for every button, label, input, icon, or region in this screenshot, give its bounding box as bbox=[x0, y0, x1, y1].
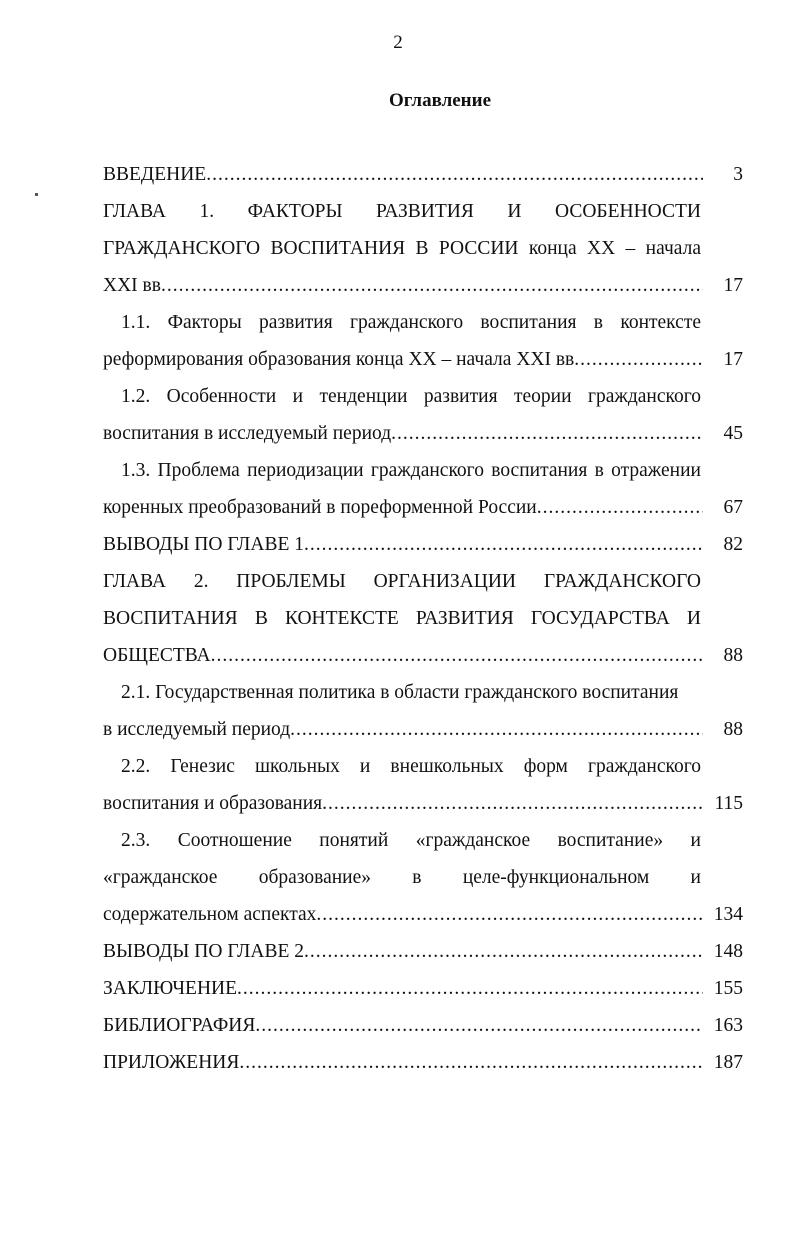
page-ref: 45 bbox=[723, 423, 743, 444]
leader-dots bbox=[391, 415, 703, 452]
toc-entry-conclusions-chapter-2[interactable]: ВЫВОДЫ ПО ГЛАВЕ 2 ..... 148 bbox=[103, 933, 743, 970]
toc-entry-section-2-2-line-2[interactable]: воспитания и образования ..... 115 bbox=[103, 785, 743, 822]
toc-entry-section-2-3-line-1[interactable]: 2.3. Соотношение понятий «гражданское воспитание» и bbox=[121, 830, 701, 851]
toc-entry-chapter-2-line-2[interactable]: ВОСПИТАНИЯ В КОНТЕКСТЕ РАЗВИТИЯ ГОСУДАРСТВА И bbox=[103, 608, 701, 629]
page-ref: 163 bbox=[713, 1015, 743, 1036]
page-ref: 17 bbox=[723, 275, 743, 296]
page-ref: 115 bbox=[714, 793, 743, 814]
toc-entry-bibliography[interactable]: БИБЛИОГРАФИЯ ..... 163 bbox=[103, 1007, 743, 1044]
toc-entry-introduction[interactable]: ВВЕДЕНИЕ ..... 3 bbox=[103, 156, 743, 193]
leader-dots bbox=[211, 637, 703, 674]
page-ref: 3 bbox=[733, 164, 743, 185]
toc-entry-conclusion[interactable]: ЗАКЛЮЧЕНИЕ ..... 155 bbox=[103, 970, 743, 1007]
leader-dots bbox=[574, 341, 703, 378]
leader-dots bbox=[206, 156, 703, 193]
leader-dots bbox=[255, 1007, 703, 1044]
leader-dots bbox=[239, 1044, 703, 1081]
leader-dots bbox=[316, 896, 703, 933]
toc-entry-chapter-1-line-1[interactable]: ГЛАВА 1. ФАКТОРЫ РАЗВИТИЯ И ОСОБЕННОСТИ bbox=[103, 201, 701, 222]
page-ref: 67 bbox=[723, 497, 743, 518]
toc-entry-section-2-3-line-2[interactable]: «гражданское образование» в целе-функциональном и bbox=[103, 867, 701, 888]
toc-entry-section-1-2-line-1[interactable]: 1.2. Особенности и тенденции развития теории гражданского bbox=[121, 386, 701, 407]
toc-entry-chapter-1-line-2[interactable]: ГРАЖДАНСКОГО ВОСПИТАНИЯ В РОССИИ конца XX – начала bbox=[103, 238, 701, 259]
toc-entry-appendices[interactable]: ПРИЛОЖЕНИЯ ..... 187 bbox=[103, 1044, 743, 1081]
toc-entry-chapter-2-line-1[interactable]: ГЛАВА 2. ПРОБЛЕМЫ ОРГАНИЗАЦИИ ГРАЖДАНСКОГО bbox=[103, 571, 701, 592]
page-ref: 134 bbox=[713, 904, 743, 925]
page-ref: 155 bbox=[713, 978, 743, 999]
toc-entry-section-1-1-line-2[interactable]: реформирования образования конца XX – начала XXI вв ..... 17 bbox=[103, 341, 743, 378]
leader-dots bbox=[304, 933, 703, 970]
toc-entry-section-1-2-line-2[interactable]: воспитания в исследуемый период ..... 45 bbox=[103, 415, 743, 452]
leader-dots bbox=[537, 489, 703, 526]
leader-dots bbox=[161, 267, 703, 304]
toc-entry-section-2-1-line-2[interactable]: в исследуемый период ..... 88 bbox=[103, 711, 743, 748]
page-ref: 187 bbox=[713, 1052, 743, 1073]
page-ref: 82 bbox=[723, 534, 743, 555]
scan-mark bbox=[35, 193, 38, 196]
toc-entry-section-2-3-line-3[interactable]: содержательном аспектах ..... 134 bbox=[103, 896, 743, 933]
toc-entry-section-2-1-line-1[interactable]: 2.1. Государственная политика в области гражданского воспитания bbox=[121, 682, 679, 703]
page-ref: 148 bbox=[713, 941, 743, 962]
toc-entry-section-1-3-line-1[interactable]: 1.3. Проблема периодизации гражданского воспитания в отражении bbox=[121, 460, 701, 481]
table-of-contents bbox=[103, 156, 743, 1081]
toc-entry-chapter-1-line-3[interactable]: XXI вв ..... 17 bbox=[103, 267, 743, 304]
page-ref: 88 bbox=[723, 645, 743, 666]
leader-dots bbox=[322, 785, 703, 822]
toc-entry-conclusions-chapter-1[interactable]: ВЫВОДЫ ПО ГЛАВЕ 1 ..... 82 bbox=[103, 526, 743, 563]
toc-entry-section-2-2-line-1[interactable]: 2.2. Генезис школьных и внешкольных форм гражданского bbox=[121, 756, 701, 777]
leader-dots bbox=[237, 970, 703, 1007]
toc-entry-chapter-2-line-3[interactable]: ОБЩЕСТВА ..... 88 bbox=[103, 637, 743, 674]
leader-dots bbox=[304, 526, 703, 563]
page-ref: 88 bbox=[723, 719, 743, 740]
toc-title: Оглавление bbox=[388, 90, 492, 111]
toc-entry-section-1-1-line-1[interactable]: 1.1. Факторы развития гражданского воспитания в контексте bbox=[121, 312, 701, 333]
toc-entry-section-1-3-line-2[interactable]: коренных преобразований в пореформенной России ..... 67 bbox=[103, 489, 743, 526]
page-ref: 17 bbox=[723, 349, 743, 370]
leader-dots bbox=[290, 711, 703, 748]
page-number: 2 bbox=[393, 32, 403, 53]
